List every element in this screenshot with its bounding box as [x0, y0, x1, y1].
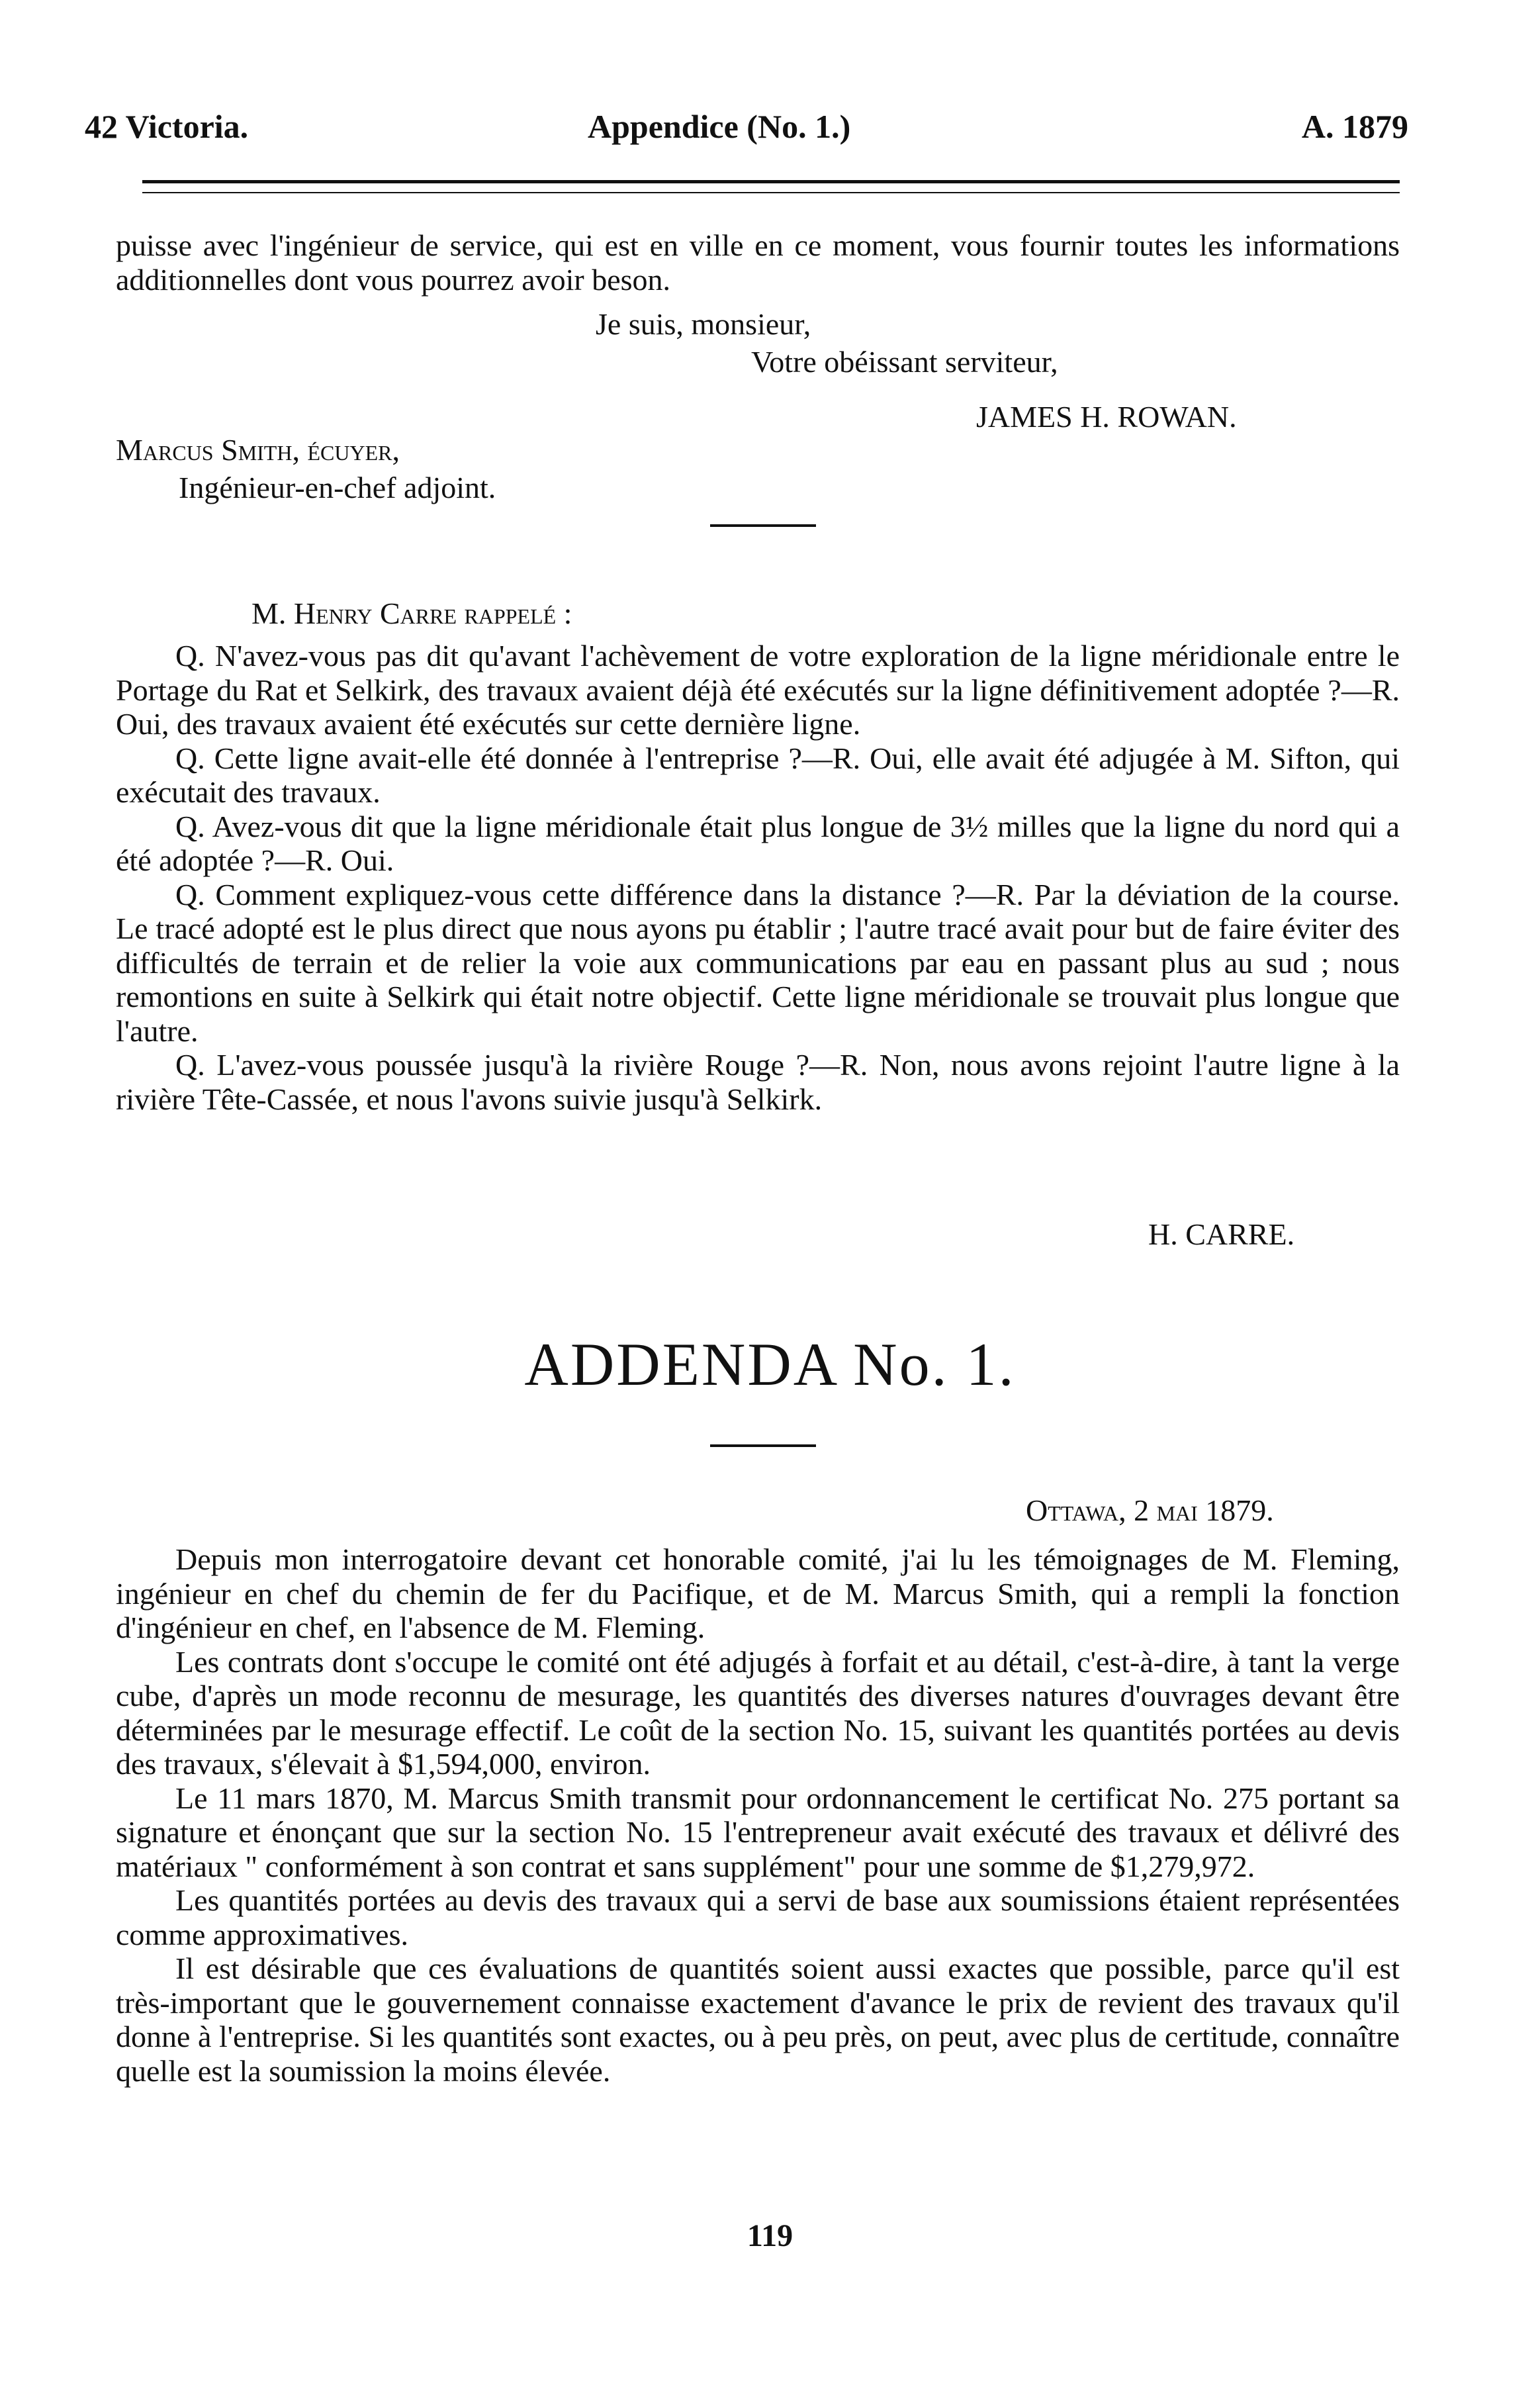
addenda-paragraph: Il est désirable que ces évaluations de quantités soient aussi exactes que possible, parce qu'il est très-important que le gouvernement connaisse exactement d'avance le prix de revient des travaux qu'il donne à l'entreprise. Si les quantités sont exactes, ou à peu près, on peut, avec plus de certitude, connaître quelle est la soumission la moins élevée. [116, 1951, 1400, 2088]
addenda-body [116, 1542, 1400, 2088]
addenda-paragraph: Les quantités portées au devis des travaux qui a servi de base aux soumissions étaient représentées comme approximatives. [116, 1883, 1400, 1951]
page-number: 119 [747, 2218, 793, 2253]
addenda-paragraph: Le 11 mars 1870, M. Marcus Smith transmit pour ordonnancement le certificat No. 275 portant sa signature et énonçant que sur la section No. 15 l'entrepreneur avait exécuté des travaux et délivré des matériaux " conformément à son contrat et sans supplément" pour une somme de $1,279,972. [116, 1781, 1400, 1883]
section-separator [710, 524, 816, 527]
header-rule [142, 180, 1400, 183]
letter-closing-1: Je suis, monsieur, [596, 307, 811, 341]
testimony-paragraph: Q. Avez-vous dit que la ligne méridionale était plus longue de 3½ milles que la ligne du nord qui a été adoptée ?—R. Oui. [116, 809, 1400, 877]
testimony-signature: H. CARRE. [1148, 1217, 1295, 1251]
running-header [71, 107, 1408, 147]
header-right: A. 1879 [1301, 108, 1408, 145]
addenda-paragraph: Depuis mon interrogatoire devant cet honorable comité, j'ai lu les témoignages de M. Fleming, ingénieur en chef du chemin de fer du Pacifique, et de M. Marcus Smith, qui a rempli la fonction d'ingénieur en chef, en l'absence de M. Fleming. [116, 1542, 1400, 1644]
letter-closing-2: Votre obéissant serviteur, [751, 345, 1058, 379]
addressee-title: Ingénieur-en-chef adjoint. [179, 471, 496, 504]
header-left: 42 Victoria. [85, 108, 249, 145]
letter-body [116, 228, 1400, 297]
testimony-paragraph: Q. Cette ligne avait-elle été donnée à l'entreprise ?—R. Oui, elle avait été adjugée à M. Sifton, qui exécutait des travaux. [116, 741, 1400, 809]
addenda-separator [710, 1444, 816, 1447]
addenda-dateline: Ottawa, 2 mai 1879. [1026, 1493, 1274, 1527]
testimony-paragraph: Q. L'avez-vous poussée jusqu'à la rivière Rouge ?—R. Non, nous avons rejoint l'autre ligne à la rivière Tête-Cassée, et nous l'avons suivie jusqu'à Selkirk. [116, 1048, 1400, 1116]
addressee-name: Marcus Smith, écuyer, [116, 433, 400, 467]
header-rule-thin [142, 192, 1400, 193]
testimony-paragraph: Q. Comment expliquez-vous cette différence dans la distance ?—R. Par la déviation de la course. Le tracé adopté est le plus direct que nous ayons pu établir ; l'autre tracé avait pour but de faire éviter des difficultés de terrain et de relier la voie aux communications par eau en passant plus au sud ; nous remontions en suite à Selkirk qui était notre objectif. Cette ligne méridionale se trouvait plus longue que l'autre. [116, 877, 1400, 1048]
testimony-body [116, 639, 1400, 1116]
testimony-paragraph: Q. N'avez-vous pas dit qu'avant l'achèvement de votre exploration de la ligne méridionale entre le Portage du Rat et Selkirk, des travaux avaient déjà été exécutés sur la ligne définitivement adoptée ?—R. Oui, des travaux avaient été exécutés sur cette dernière ligne. [116, 639, 1400, 741]
testimony-intro: M. Henry Carre rappelé : [251, 596, 572, 630]
addenda-title: ADDENDA No. 1. [524, 1331, 1016, 1398]
header-center: Appendice (No. 1.) [588, 108, 851, 145]
letter-signature: JAMES H. ROWAN. [976, 400, 1237, 434]
addenda-paragraph: Les contrats dont s'occupe le comité ont été adjugés à forfait et au détail, c'est-à-dire, à tant la verge cube, d'après un mode reconnu de mesurage, les quantités des diverses natures d'ouvrages devant être déterminées par le mesurage effectif. Le coût de la section No. 15, suivant les quantités portées au devis des travaux, s'élevait à $1,594,000, environ. [116, 1644, 1400, 1781]
letter-paragraph: puisse avec l'ingénieur de service, qui est en ville en ce moment, vous fournir toutes les informations additionnelles dont vous pourrez avoir beson. [116, 228, 1400, 297]
